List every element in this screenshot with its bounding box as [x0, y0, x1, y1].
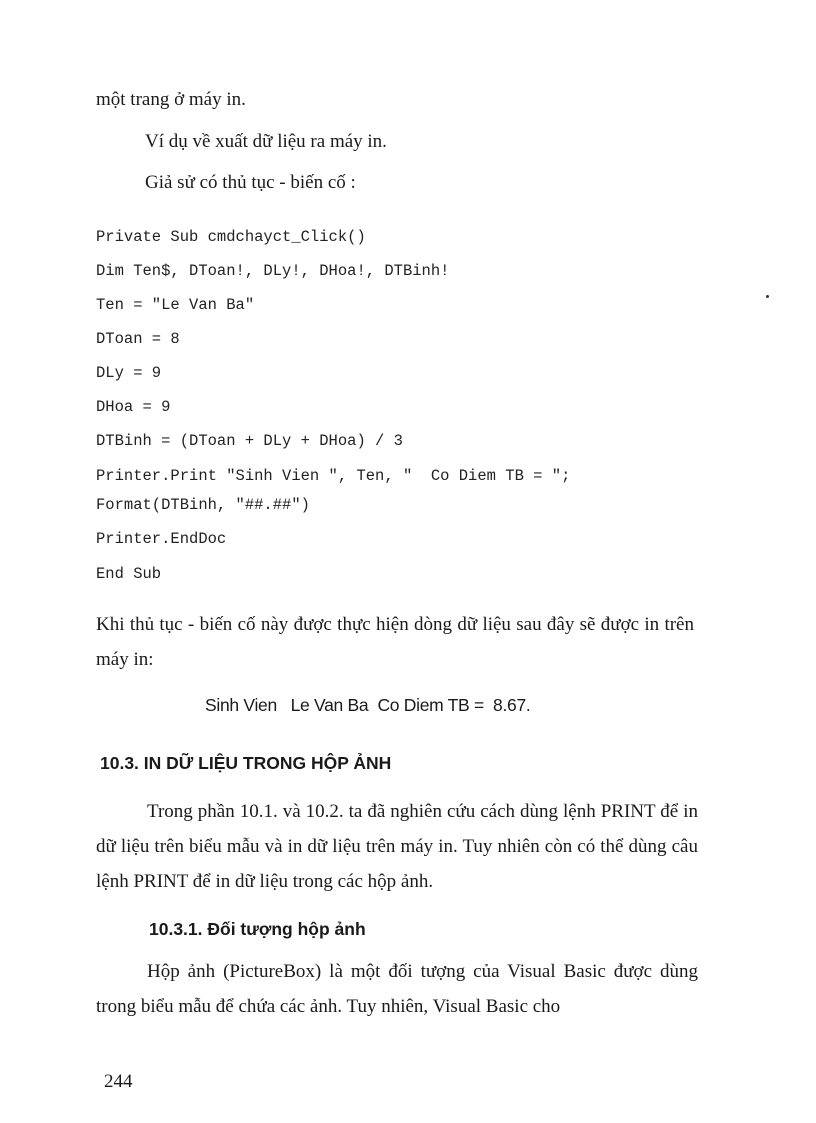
- page-number: 244: [104, 1071, 133, 1092]
- code-line: Private Sub cmdchayct_Click(): [96, 228, 366, 246]
- code-line: Ten = "Le Van Ba": [96, 296, 255, 314]
- code-line: End Sub: [96, 565, 162, 583]
- intro-line-example: Ví dụ về xuất dữ liệu ra máy in.: [145, 131, 387, 152]
- intro-line-continuation: một trang ở máy in.: [96, 89, 246, 110]
- code-line: Printer.EndDoc: [96, 530, 227, 548]
- printed-output-line: Sinh Vien Le Van Ba Co Diem TB = 8.67.: [205, 695, 531, 715]
- stray-dot: [766, 295, 769, 298]
- code-line: Dim Ten$, DToan!, DLy!, DHoa!, DTBinh!: [96, 262, 450, 280]
- explanation-paragraph: Khi thủ tục - biến cố này được thực hiện dòng dữ liệu sau đây sẽ được in trên máy in:: [96, 614, 694, 670]
- intro-line-assume: Giả sử có thủ tục - biến cố :: [145, 172, 356, 193]
- code-line: Format(DTBinh, "##.##"): [96, 496, 310, 514]
- code-line: DHoa = 9: [96, 398, 171, 416]
- code-line: Printer.Print "Sinh Vien ", Ten, " Co Diem TB = ";: [96, 467, 571, 485]
- section-paragraph: Trong phần 10.1. và 10.2. ta đã nghiên cứu cách dùng lệnh PRINT để in dữ liệu trên biểu mẫu và in dữ liệu trên máy in. Tuy nhiên còn có thể dùng câu lệnh PRINT để in dữ liệu trong các hộp ảnh.: [96, 801, 698, 892]
- code-line: DToan = 8: [96, 330, 180, 348]
- subsection-paragraph: Hộp ảnh (PictureBox) là một đối tượng của Visual Basic được dùng trong biểu mẫu để chứa các ảnh. Tuy nhiên, Visual Basic cho: [96, 961, 698, 1017]
- code-line: DLy = 9: [96, 364, 162, 382]
- section-heading: 10.3. IN DỮ LIỆU TRONG HỘP ẢNH: [100, 753, 392, 773]
- code-line: DTBinh = (DToan + DLy + DHoa) / 3: [96, 432, 403, 450]
- subsection-heading: 10.3.1. Đối tượng hộp ảnh: [149, 919, 366, 939]
